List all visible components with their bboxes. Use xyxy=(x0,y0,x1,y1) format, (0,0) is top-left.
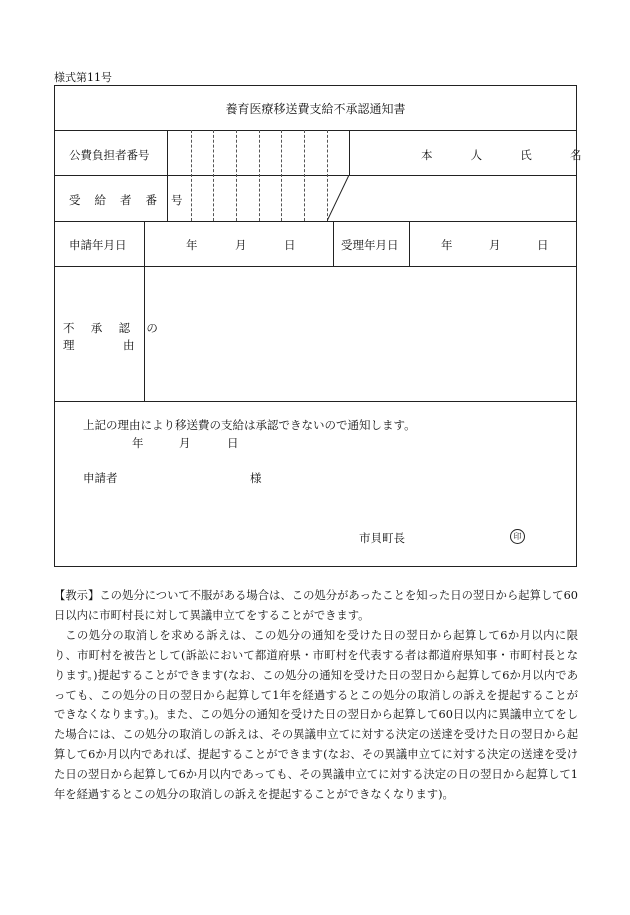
application-month-unit: 月 xyxy=(235,238,247,252)
notice-month-unit: 月 xyxy=(179,436,191,450)
recipient-number-label: 受 給 者 番 号 xyxy=(69,193,188,207)
receipt-date-label: 受理年月日 xyxy=(341,238,399,252)
notice-paragraph: この処分の取消しを求める訴えは、この処分の通知を受けた日の翌日から起算して6か月以内に限り、市町村を被告として(訴訟において都道府県・市町村を代表する者は都道府県知事・市町村長となります。)提起することができます(なお、この処分の通知を受けた日の翌日から起算して6か月以内であっても、この処分の日の翌日から起算して1年を経過するとこの処分の取消しの訴えを提起することができなくなります。)。また、この処分の通知を受けた日の翌日から起算して60日以内に異議申立てをした場合には、この処分の取消しの訴えは、その異議申立てに対する決定の送達を受けた日の翌日から起算して6か月以内であれば、提起することができます(なお、その異議申立てに対する決定の送達を受けた日の翌日から起算して6か月以内であっても、その異議申立てに対する決定の日の翌日から起算して1年を経過するとこの処分の取消しの訴えを提起することができなくなります)。 xyxy=(54,628,578,802)
reason-label-line2-b: 由 xyxy=(123,338,135,352)
column-divider xyxy=(144,221,145,401)
row-divider xyxy=(55,175,576,176)
reason-label-line2-a: 理 xyxy=(63,338,75,352)
row-divider xyxy=(55,401,576,402)
issuer-label: 市貝町長 xyxy=(359,531,405,545)
digit-divider xyxy=(236,130,237,221)
row-divider xyxy=(55,130,576,131)
application-year-unit: 年 xyxy=(186,238,198,252)
receipt-year-unit: 年 xyxy=(441,238,453,252)
row-divider xyxy=(55,221,576,222)
application-day-unit: 日 xyxy=(284,238,296,252)
notice-day-unit: 日 xyxy=(227,436,239,450)
public-payer-number-label: 公費負担者番号 xyxy=(69,148,150,162)
legal-notice xyxy=(54,586,578,805)
reason-label-line1: 不 承 認 の xyxy=(63,321,165,335)
recipient-number-slash xyxy=(327,175,351,222)
notice-form-table xyxy=(54,85,599,567)
column-divider xyxy=(333,221,334,266)
notification-message: 上記の理由により移送費の支給は承認できないので通知します。 xyxy=(83,418,416,432)
application-date-label: 申請年月日 xyxy=(69,238,127,252)
row-divider xyxy=(55,266,576,267)
receipt-month-unit: 月 xyxy=(489,238,501,252)
digit-divider xyxy=(281,130,282,221)
digit-divider xyxy=(213,130,214,221)
notice-year-unit: 年 xyxy=(132,436,144,450)
form-number: 様式第11号 xyxy=(54,71,112,84)
digit-divider xyxy=(304,130,305,221)
notice-paragraph: 【教示】この処分について不服がある場合は、この処分があったことを知った日の翌日から起算して60日以内に市町村長に対して異議申立てをすることができます。 xyxy=(54,589,578,622)
person-name-label: 本 人 氏 名 xyxy=(421,148,599,162)
seal-icon: 印 xyxy=(510,529,525,544)
document-title: 養育医療移送費支給不承認通知書 xyxy=(225,102,406,116)
receipt-day-unit: 日 xyxy=(537,238,549,252)
honorific-label: 様 xyxy=(250,471,262,485)
digit-divider xyxy=(259,130,260,221)
column-divider xyxy=(409,221,410,266)
column-divider xyxy=(349,130,350,175)
applicant-label: 申請者 xyxy=(83,471,118,485)
digit-divider xyxy=(191,130,192,221)
